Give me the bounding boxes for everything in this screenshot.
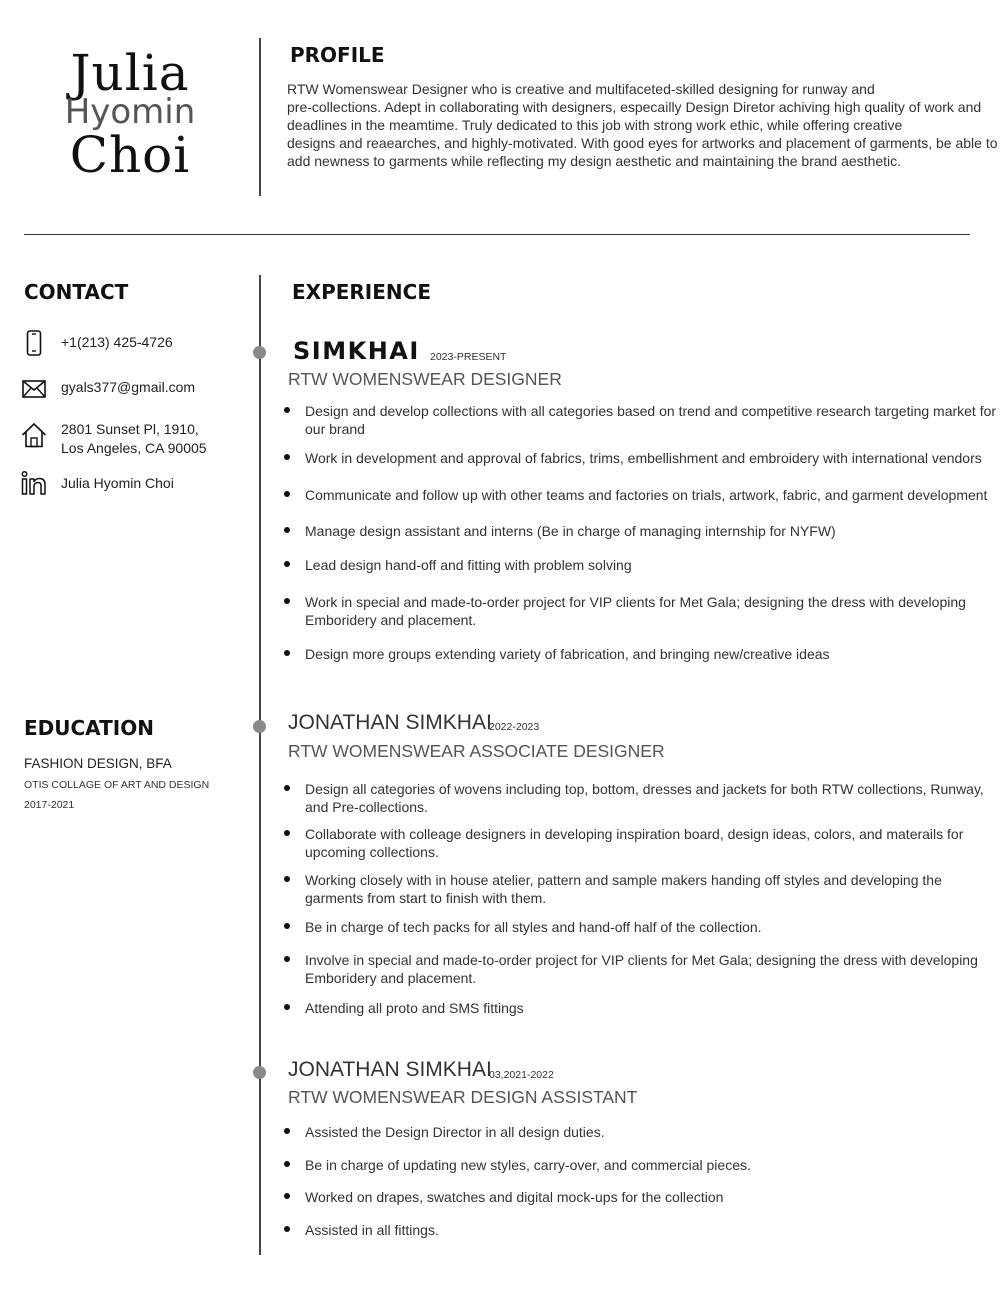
education-school: OTIS COLLAGE OF ART AND DESIGN — [24, 779, 210, 791]
job-bullet: Collaborate with colleage designers in developing inspiration board, design ideas, colors, and materails for upcoming collections. — [282, 825, 1004, 861]
experience-title: EXPERIENCE — [292, 280, 431, 304]
job-bullet: Manage design assistant and interns (Be in charge of managing internship for NYFW) — [282, 522, 1004, 540]
timeline-dot — [253, 720, 266, 733]
education-title: EDUCATION — [24, 716, 154, 740]
mail-icon — [20, 376, 48, 402]
profile-line: add newness to garments while reflecting my design aesthetic and maintaining the brand aesthetic. — [287, 153, 902, 169]
job-bullet: Design more groups extending variety of fabrication, and bringing new/creative ideas — [282, 645, 1004, 663]
name-last: Choi — [69, 126, 191, 184]
linkedin-icon — [20, 470, 48, 496]
email-address[interactable]: gyals377@gmail.com — [61, 379, 196, 395]
profile-line: RTW Womenswear Designer who is creative and multifaceted-skilled designing for runway and — [287, 81, 875, 97]
profile-line: designs and reaearches, and highly-motivated. With good eyes for artworks and placement of garments, be able to — [287, 135, 998, 151]
job-dates: 2022-2023 — [489, 721, 540, 733]
job-bullet: Assisted the Design Director in all design duties. — [282, 1123, 1004, 1141]
timeline-line — [259, 275, 261, 1255]
job-bullet: Working closely with in house atelier, pattern and sample makers handing off styles and developing the garments from start to finish with them. — [282, 871, 1004, 907]
job-company: JONATHAN SIMKHAI — [288, 1058, 492, 1081]
education-years: 2017-2021 — [24, 799, 75, 811]
address-line-2: Los Angeles, CA 90005 — [61, 440, 207, 456]
contact-title: CONTACT — [24, 280, 129, 304]
job-bullet: Be in charge of tech packs for all styles and hand-off half of the collection. — [282, 918, 1004, 936]
linkedin-name[interactable]: Julia Hyomin Choi — [61, 475, 174, 491]
job-bullet: Communicate and follow up with other teams and factories on trials, artwork, fabric, and garment development — [282, 486, 1004, 504]
profile-title: PROFILE — [290, 43, 385, 67]
name-middle: Hyomin — [64, 92, 196, 132]
job-dates: 2023-PRESENT — [430, 351, 507, 363]
phone-number[interactable]: +1(213) 425-4726 — [61, 334, 173, 350]
job-bullet: Attending all proto and SMS fittings — [282, 999, 1004, 1017]
job-bullet: Be in charge of updating new styles, carry-over, and commercial pieces. — [282, 1156, 1004, 1174]
job-bullet: Design all categories of wovens including top, bottom, dresses and jackets for both RTW collections, Runway, and Pre-collections. — [282, 780, 1004, 816]
job-bullet: Design and develop collections with all categories based on trend and competitive research targeting market for our brand — [282, 402, 1004, 438]
contact-email — [20, 376, 195, 402]
job-company: SIMKHAI — [293, 337, 420, 365]
address — [61, 420, 207, 458]
timeline-dot — [253, 346, 266, 359]
job-bullet: Worked on drapes, swatches and digital mock-ups for the collection — [282, 1188, 1004, 1206]
job-bullet: Lead design hand-off and fitting with problem solving — [282, 556, 1004, 574]
address-line-1: 2801 Sunset Pl, 1910, — [61, 421, 199, 437]
job-role: RTW WOMENSWEAR DESIGN ASSISTANT — [288, 1087, 638, 1107]
profile-line: pre-collections. Adept in collaborating with designers, especailly Design Diretor achiving high quality of work and — [287, 99, 982, 115]
timeline-dot — [253, 1066, 266, 1079]
header-divider — [259, 38, 261, 196]
education-degree: FASHION DESIGN, BFA — [24, 756, 172, 771]
job-bullet: Involve in special and made-to-order project for VIP clients for Met Gala; designing the dress with developing Emboridery and placement. — [282, 951, 1004, 987]
job-bullet: Work in development and approval of fabrics, trims, embellishment and embroidery with international vendors — [282, 449, 1004, 467]
job-dates: 03,2021-2022 — [489, 1069, 554, 1081]
horizontal-divider — [24, 234, 970, 235]
name-first: Julia — [70, 44, 190, 102]
phone-icon — [20, 330, 48, 356]
profile-text — [287, 80, 1007, 170]
contact-linkedin — [20, 470, 174, 496]
contact-address — [20, 420, 207, 458]
job-role: RTW WOMENSWEAR ASSOCIATE DESIGNER — [288, 741, 665, 761]
home-icon — [20, 422, 48, 448]
job-bullet: Work in special and made-to-order project for VIP clients for Met Gala; designing the dress with developing Emboridery and placement. — [282, 593, 1004, 629]
contact-phone — [20, 330, 173, 356]
job-company: JONATHAN SIMKHAI — [288, 711, 492, 734]
job-role: RTW WOMENSWEAR DESIGNER — [288, 369, 562, 389]
job-bullet: Assisted in all fittings. — [282, 1221, 1004, 1239]
profile-line: deadlines in the meamtime. Truly dedicated to this job with strong work ethic, while offering creative — [287, 117, 903, 133]
